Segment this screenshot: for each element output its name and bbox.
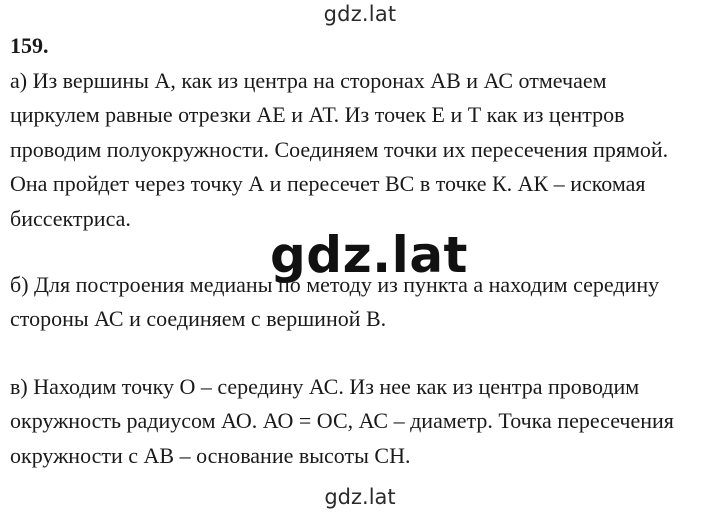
solution-part-a <box>10 64 715 236</box>
text-line: а) Из вершины А, как из центра на сторонах АВ и АС отмечаем <box>10 68 607 93</box>
text-line: циркулем равные отрезки АЕ и АТ. Из точек Е и Т как из центров <box>10 102 625 128</box>
problem-number: 159. <box>10 33 49 58</box>
text-line: Она пройдет через точку А и пересечет ВС в точке К. АК – искомая <box>10 171 646 197</box>
text-line: стороны АС и соединяем с вершиной В. <box>10 306 387 332</box>
text-line: окружности с АВ – основание высоты СН. <box>10 442 411 468</box>
text-line: проводим полуокружности. Соединяем точки их пересечения прямой. <box>10 136 669 162</box>
solution-part-c <box>10 370 715 473</box>
text-line: окружность радиусом АО. АО = ОС, АС – диаметр. Точка пересечения <box>10 408 674 434</box>
watermark-middle: gdz.lat <box>270 226 468 284</box>
text-line: в) Находим точку О – середину АС. Из нее как из центра проводим <box>10 374 640 399</box>
text-line: биссектриса. <box>10 205 131 231</box>
solution-part-b <box>10 268 715 337</box>
watermark-top: gdz.lat <box>323 2 397 26</box>
watermark-bottom: gdz.lat <box>324 485 396 509</box>
text-line: б) Для построения медианы по методу из пункта а находим середину <box>10 272 660 297</box>
